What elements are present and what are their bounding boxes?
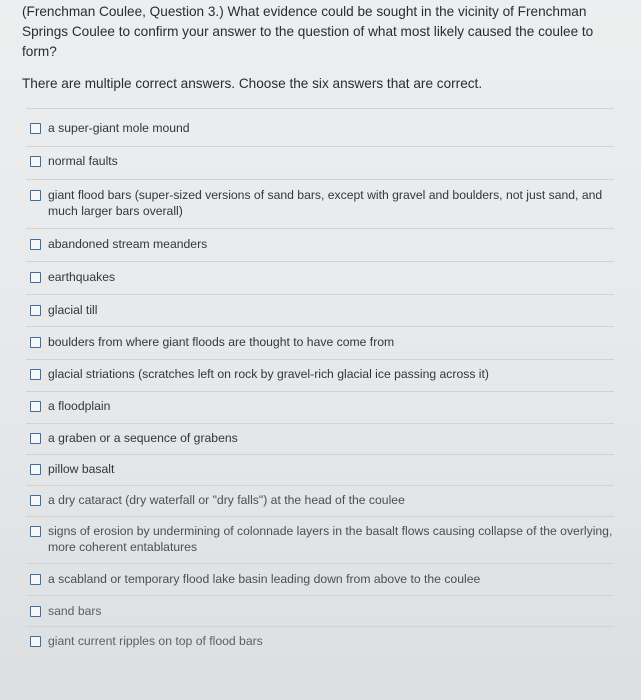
divider [26,485,614,486]
checkbox[interactable] [30,239,41,250]
question-text: (Frenchman Coulee, Question 3.) What evidence could be sought in the vicinity of Frenchman Springs Coulee to confirm your answer to the question of what most likely caused the coulee to form? [22,4,594,59]
divider [26,516,614,517]
divider [26,626,614,627]
option-label: sand bars [48,604,102,618]
divider [26,454,614,455]
checkbox[interactable] [30,156,41,167]
option-label: glacial striations (scratches left on rock by gravel-rich glacial ice passing across it) [48,367,489,381]
checkbox[interactable] [30,636,41,647]
checkbox[interactable] [30,337,41,348]
checkbox[interactable] [30,305,41,316]
option-sand-bars[interactable] [30,603,614,619]
checkbox[interactable] [30,606,41,617]
option-label: glacial till [48,303,98,317]
option-label: normal faults [48,154,118,168]
option-label: a floodplain [48,399,111,413]
checkbox[interactable] [30,495,41,506]
option-graben[interactable] [30,430,614,446]
option-normal-faults[interactable] [30,153,614,169]
divider [26,423,614,424]
option-abandoned-stream-meanders[interactable] [30,236,614,252]
option-label: earthquakes [48,270,116,284]
option-label: a super-giant mole mound [48,121,190,135]
divider [26,179,614,180]
option-label: a dry cataract (dry waterfall or "dry falls") at the head of the coulee [48,493,405,507]
instruction-text: There are multiple correct answers. Choose the six answers that are correct. [22,76,483,91]
option-label: giant current ripples on top of flood bars [48,634,263,648]
divider [26,595,614,596]
divider [26,146,614,147]
option-floodplain[interactable] [30,398,614,414]
option-label: a scabland or temporary flood lake basin leading down from above to the coulee [48,572,481,586]
checkbox[interactable] [30,401,41,412]
option-super-giant-mole-mound[interactable] [30,120,614,136]
option-label: abandoned stream meanders [48,237,208,251]
option-colonnade-erosion[interactable] [30,523,614,555]
checkbox[interactable] [30,433,41,444]
divider [26,228,614,229]
divider [26,563,614,564]
option-label: boulders from where giant floods are thought to have come from [48,335,395,349]
option-giant-current-ripples[interactable] [30,633,614,649]
option-scabland[interactable] [30,571,614,587]
option-earthquakes[interactable] [30,269,614,285]
checkbox[interactable] [30,272,41,283]
checkbox[interactable] [30,369,41,380]
option-glacial-striations[interactable] [30,366,614,382]
option-glacial-till[interactable] [30,302,614,318]
checkbox[interactable] [30,464,41,475]
divider [26,294,614,295]
checkbox[interactable] [30,123,41,134]
divider [26,391,614,392]
option-label: pillow basalt [48,462,115,476]
option-pillow-basalt[interactable] [30,461,614,477]
checkbox[interactable] [30,574,41,585]
divider [26,326,614,327]
checkbox[interactable] [30,190,41,201]
option-giant-flood-bars[interactable] [30,187,614,219]
option-label: a graben or a sequence of grabens [48,431,238,445]
checkbox[interactable] [30,526,41,537]
divider [26,261,614,262]
divider [26,359,614,360]
option-dry-cataract[interactable] [30,492,614,508]
option-boulders-from-flood-source[interactable] [30,334,614,350]
divider [26,108,614,109]
option-label: signs of erosion by undermining of colonnade layers in the basalt flows causing collapse of the overlying, more coherent entablatures [48,524,613,554]
option-label: giant flood bars (super-sized versions of sand bars, except with gravel and boulders, not just sand, and much larger bars overall) [48,188,603,218]
